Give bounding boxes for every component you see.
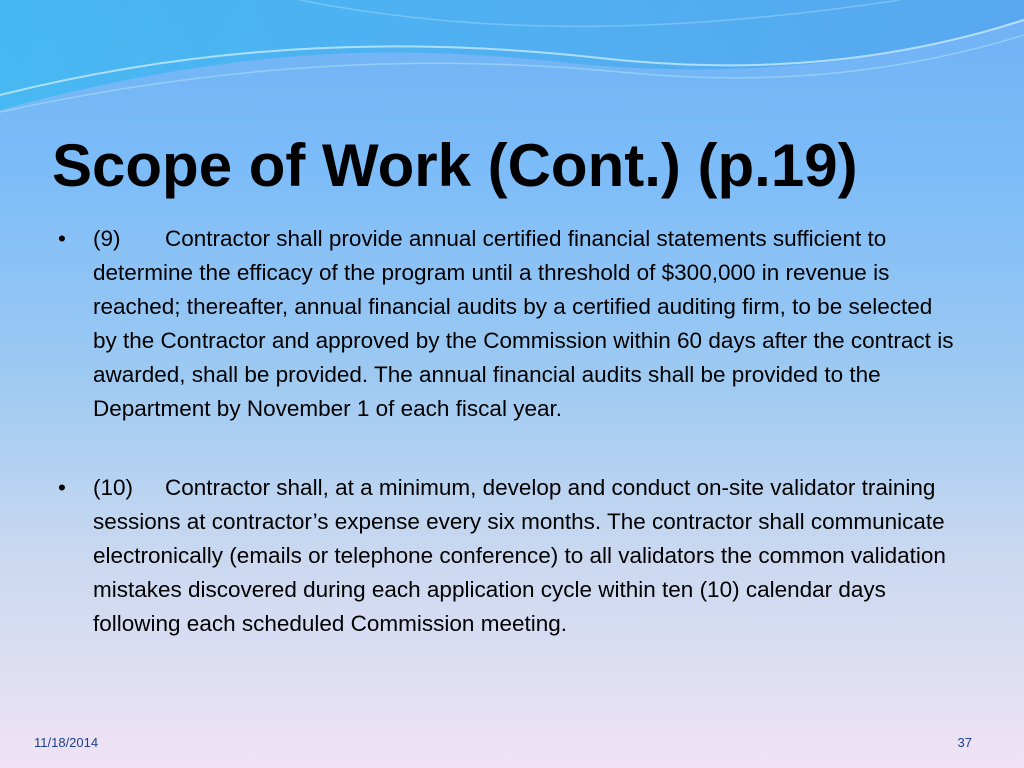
bullet-item-10 (58, 471, 958, 641)
clause-number: (10) (93, 475, 134, 500)
slide-title: Scope of Work (Cont.) (p.19) (52, 132, 858, 199)
clause-text: Contractor shall, at a minimum, develop and conduct on-site validator training sessions at contractor’s expense every six months. The contractor shall communicate electronically (emails or telephone conference) to all validators the common validation mistakes discovered during each application cycle within ten (10) calendar days following each scheduled Commission meeting. (93, 475, 946, 636)
header-wave-decoration (0, 0, 1024, 130)
bullet-list (58, 222, 958, 641)
bullet-marker: • (58, 475, 66, 500)
bullet-marker: • (58, 226, 66, 251)
clause-number: (9) (93, 226, 121, 251)
page-number: 37 (957, 735, 972, 750)
footer-date: 11/18/2014 (34, 735, 99, 750)
clause-text: Contractor shall provide annual certified financial statements sufficient to determine the efficacy of the program until a threshold of $300,000 in revenue is reached; thereafter, annual financial audits by a certified auditing firm, to be selected by the Contractor and approved by the Commission within 60 days after the contract is awarded, shall be provided. The annual financial audits shall be provided to the Department by November 1 of each fiscal year. (93, 226, 954, 421)
bullet-item-9 (58, 222, 958, 426)
